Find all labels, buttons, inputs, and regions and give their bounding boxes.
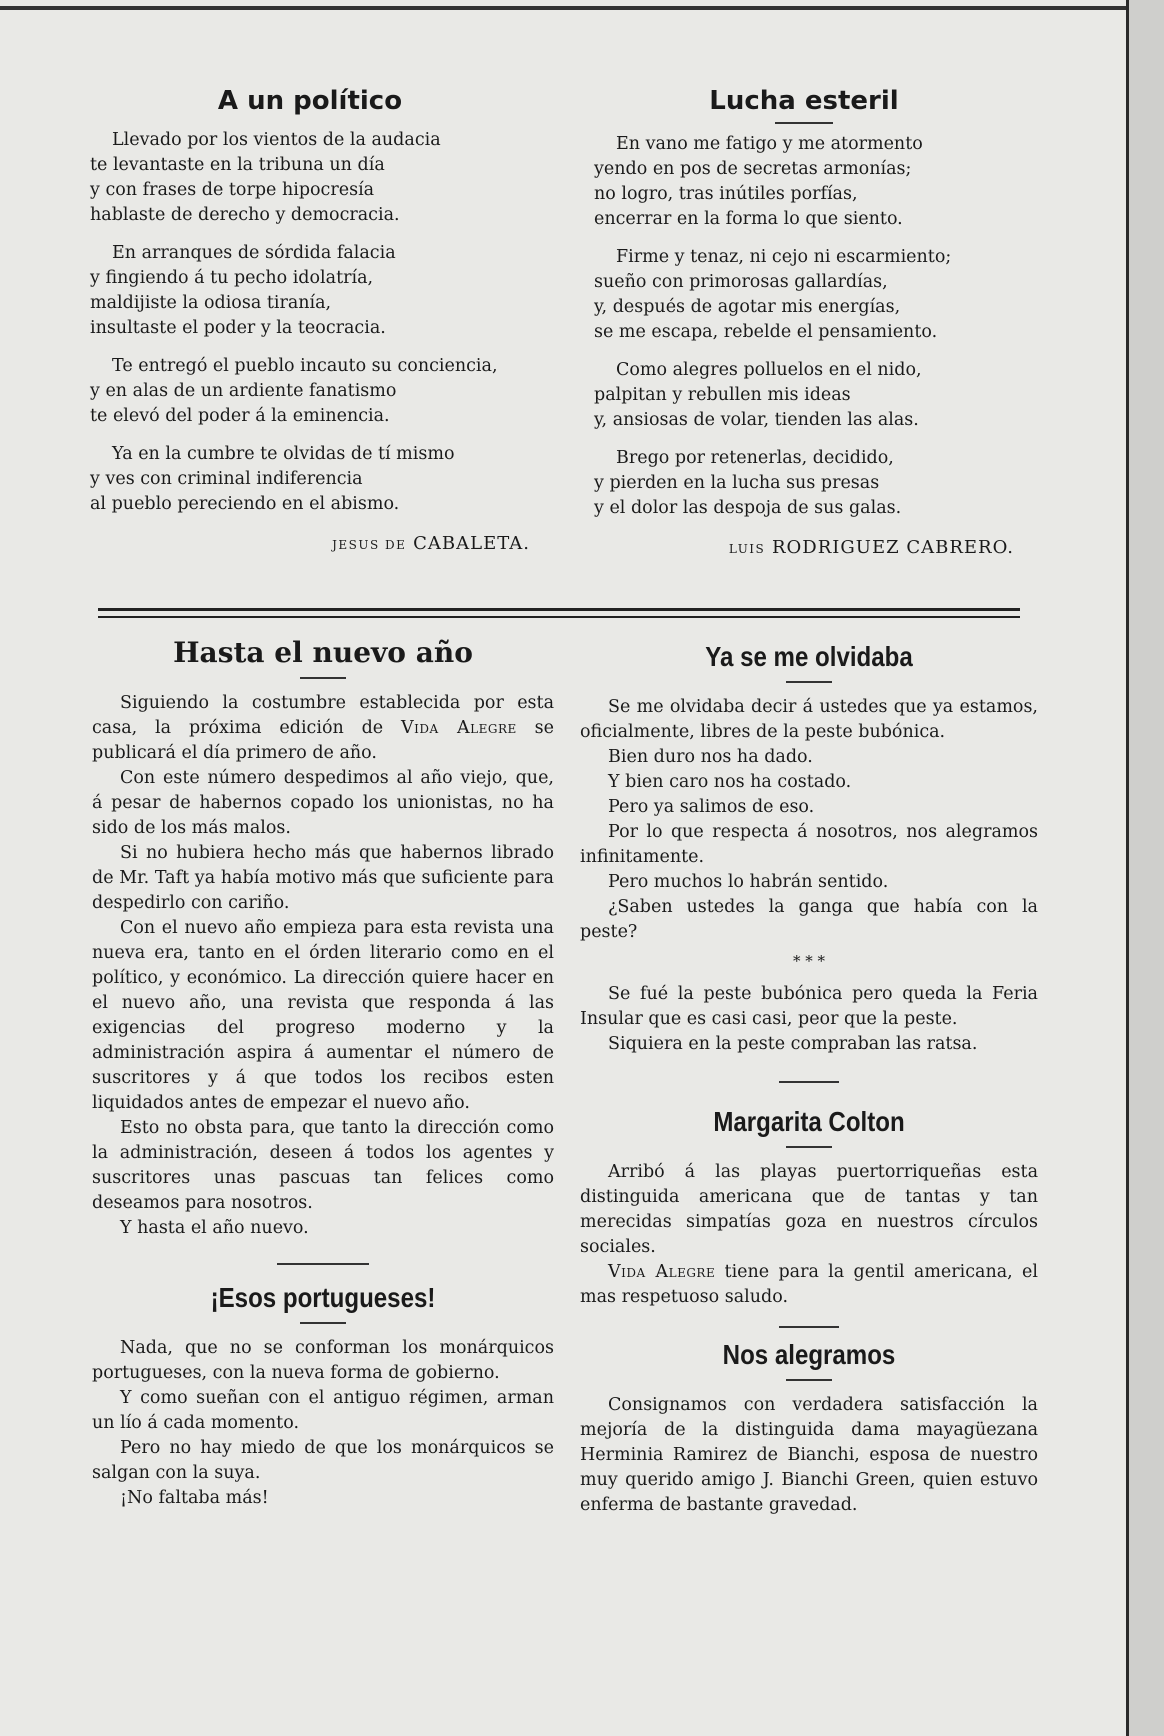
stanza <box>594 132 1014 232</box>
paragraph: ¡No faltaba más! <box>120 1488 269 1508</box>
stanza <box>594 358 1014 433</box>
paragraph: Con este número despedimos al año viejo, que, á pesar de habernos copado los unionistas, no ha sido de los más malos. <box>92 768 554 838</box>
verse-line: Ya en la cumbre te olvidas de tí mismo <box>112 444 455 464</box>
verse-line: Brego por retenerlas, decidido, <box>616 448 894 468</box>
paragraph: Y como sueñan con el antiguo régimen, arman un lío á cada momento. <box>92 1388 554 1433</box>
paragraph <box>92 691 554 766</box>
verse-line: te levantaste en la tribuna un día <box>90 155 385 175</box>
paragraph: ¿Saben ustedes la ganga que había con la peste? <box>580 897 1038 942</box>
paragraph-text: se publicará el día primero de año. <box>92 718 554 763</box>
verse-line: te elevó del poder á la eminencia. <box>90 406 390 426</box>
article-title: Ya se me olvidaba <box>705 641 913 672</box>
paragraph: Bien duro nos ha dado. <box>608 747 813 767</box>
title-rule <box>786 1146 832 1148</box>
signature-name: CABALETA. <box>413 533 530 554</box>
title-rule <box>786 681 832 683</box>
poem-title: Lucha esteril <box>709 86 899 116</box>
magazine-name: Vida Alegre <box>608 1262 716 1282</box>
article-title: Nos alegramos <box>722 1339 896 1370</box>
asterism: * * * <box>792 952 826 970</box>
verse-line: y fingiendo á tu pecho idolatría, <box>90 268 374 288</box>
paragraph-text: tiene para la gentil americana, el mas respetuoso saludo. <box>580 1262 1038 1307</box>
paragraph: Por lo que respecta á nosotros, nos alegramos infinitamente. <box>580 822 1038 867</box>
signature-prefix: JESUS DE <box>332 538 407 552</box>
paragraph: Pero no hay miedo de que los monárquicos se salgan con la suya. <box>92 1438 554 1483</box>
verse-line: Te entregó el pueblo incauto su conciencia, <box>112 356 498 376</box>
title-rule <box>300 1322 346 1324</box>
paragraph: Se fué la peste bubónica pero queda la Feria Insular que es casi casi, peor que la peste. <box>580 984 1038 1029</box>
verse-line: y pierden en la lucha sus presas <box>594 473 880 493</box>
paragraph <box>580 1260 1038 1310</box>
verse-line: palpitan y rebullen mis ideas <box>594 385 851 405</box>
section-separator-top <box>98 608 1020 611</box>
title-rule <box>786 1379 832 1381</box>
verse-line: Llevado por los vientos de la audacia <box>112 130 441 150</box>
paragraph: Y hasta el año nuevo. <box>120 1218 309 1238</box>
verse-line: Como alegres polluelos en el nido, <box>616 360 922 380</box>
title-rule <box>300 677 346 679</box>
verse-line: al pueblo pereciendo en el abismo. <box>90 494 400 514</box>
article-divider <box>779 1326 839 1328</box>
poem-signature <box>90 531 530 558</box>
verse-line: encerrar en la forma lo que siento. <box>594 209 903 229</box>
page-edge-binding <box>1129 0 1164 1736</box>
verse-line: no logro, tras inútiles porfías, <box>594 184 858 204</box>
verse-line: y el dolor las despoja de sus galas. <box>594 498 902 518</box>
magazine-name: Vida Alegre <box>401 718 517 738</box>
section-separator-bottom <box>98 616 1020 618</box>
paragraph: Con el nuevo año empieza para esta revista una nueva era, tanto en el órden literario como en el político, y económico. La dirección quiere hacer en el nuevo año, una revista que responda á las exigencias del progreso moderno y la administración aspira á aumentar el número de suscritores y á que todos los recibos esten liquidados antes de empezar el nuevo año. <box>92 918 554 1113</box>
verse-line: y con frases de torpe hipocresía <box>90 180 375 200</box>
article-title: Margarita Colton <box>713 1106 905 1137</box>
paragraph: Pero ya salimos de eso. <box>608 797 815 817</box>
paragraph: Arribó á las playas puertorriqueñas esta distinguida americana que de tantas y tan merecidas simpatías goza en nuestros círculos sociales. <box>580 1162 1038 1257</box>
paragraph: Nada, que no se conforman los monárquicos portugueses, con la nueva forma de gobierno. <box>92 1338 554 1383</box>
verse-line: En arranques de sórdida falacia <box>112 243 396 263</box>
signature-prefix: LUIS <box>728 542 766 556</box>
poem-title: A un político <box>217 86 403 116</box>
stanza <box>90 442 530 517</box>
signature-name: RODRIGUEZ CABRERO. <box>772 537 1014 558</box>
verse-line: sueño con primorosas gallardías, <box>594 272 888 292</box>
stanza <box>90 128 530 228</box>
article-title: ¡Esos portugueses! <box>210 1282 436 1313</box>
verse-line: y, ansiosas de volar, tienden las alas. <box>594 410 919 430</box>
stanza <box>90 354 530 429</box>
poem-lucha-esteril <box>594 84 1014 562</box>
paragraph: Esto no obsta para, que tanto la dirección como la administración, deseen á todos los agentes y suscritores unas pascuas tan felices como deseamos para nosotros. <box>92 1118 554 1213</box>
top-border <box>0 6 1126 10</box>
stanza <box>594 446 1014 521</box>
paragraph-text: Siguiendo la costumbre establecida por esta casa, la próxima edición de <box>92 693 554 738</box>
stanza <box>90 241 530 341</box>
verse-line: se me escapa, rebelde el pensamiento. <box>594 322 938 342</box>
title-rule <box>775 122 833 124</box>
poem-signature <box>594 535 1014 562</box>
paragraph: Si no hubiera hecho más que habernos librado de Mr. Taft ya había motivo más que suficiente para despedirlo con cariño. <box>92 843 554 913</box>
verse-line: y en alas de un ardiente fanatismo <box>90 381 397 401</box>
article-divider <box>779 1081 839 1083</box>
paragraph: Consignamos con verdadera satisfacción la mejoría de la distinguida dama mayagüezana Herminia Ramirez de Bianchi, esposa de nuestro muy querido amigo J. Bianchi Green, quien estuvo enferma de bastante gravedad. <box>580 1395 1038 1515</box>
left-prose-column <box>92 636 554 1511</box>
stanza <box>594 245 1014 345</box>
paragraph: Y bien caro nos ha costado. <box>608 772 852 792</box>
verse-line: insultaste el poder y la teocracia. <box>90 318 386 338</box>
verse-line: maldijiste la odiosa tiranía, <box>90 293 332 313</box>
article-title: Hasta el nuevo año <box>173 636 473 669</box>
verse-line: Firme y tenaz, ni cejo ni escarmiento; <box>616 247 952 267</box>
right-prose-column <box>580 640 1038 1518</box>
poem-a-un-politico <box>90 84 530 558</box>
paragraph: Se me olvidaba decir á ustedes que ya estamos, oficialmente, libres de la peste bubónica. <box>580 697 1038 742</box>
verse-line: yendo en pos de secretas armonías; <box>594 159 912 179</box>
verse-line: hablaste de derecho y democracia. <box>90 205 400 225</box>
paragraph: Pero muchos lo habrán sentido. <box>608 872 889 892</box>
paragraph: Siquiera en la peste compraban las ratsa. <box>608 1034 978 1054</box>
verse-line: En vano me fatigo y me atormento <box>616 134 923 154</box>
verse-line: y ves con criminal indiferencia <box>90 469 363 489</box>
verse-line: y, después de agotar mis energías, <box>594 297 901 317</box>
article-divider <box>277 1263 369 1265</box>
